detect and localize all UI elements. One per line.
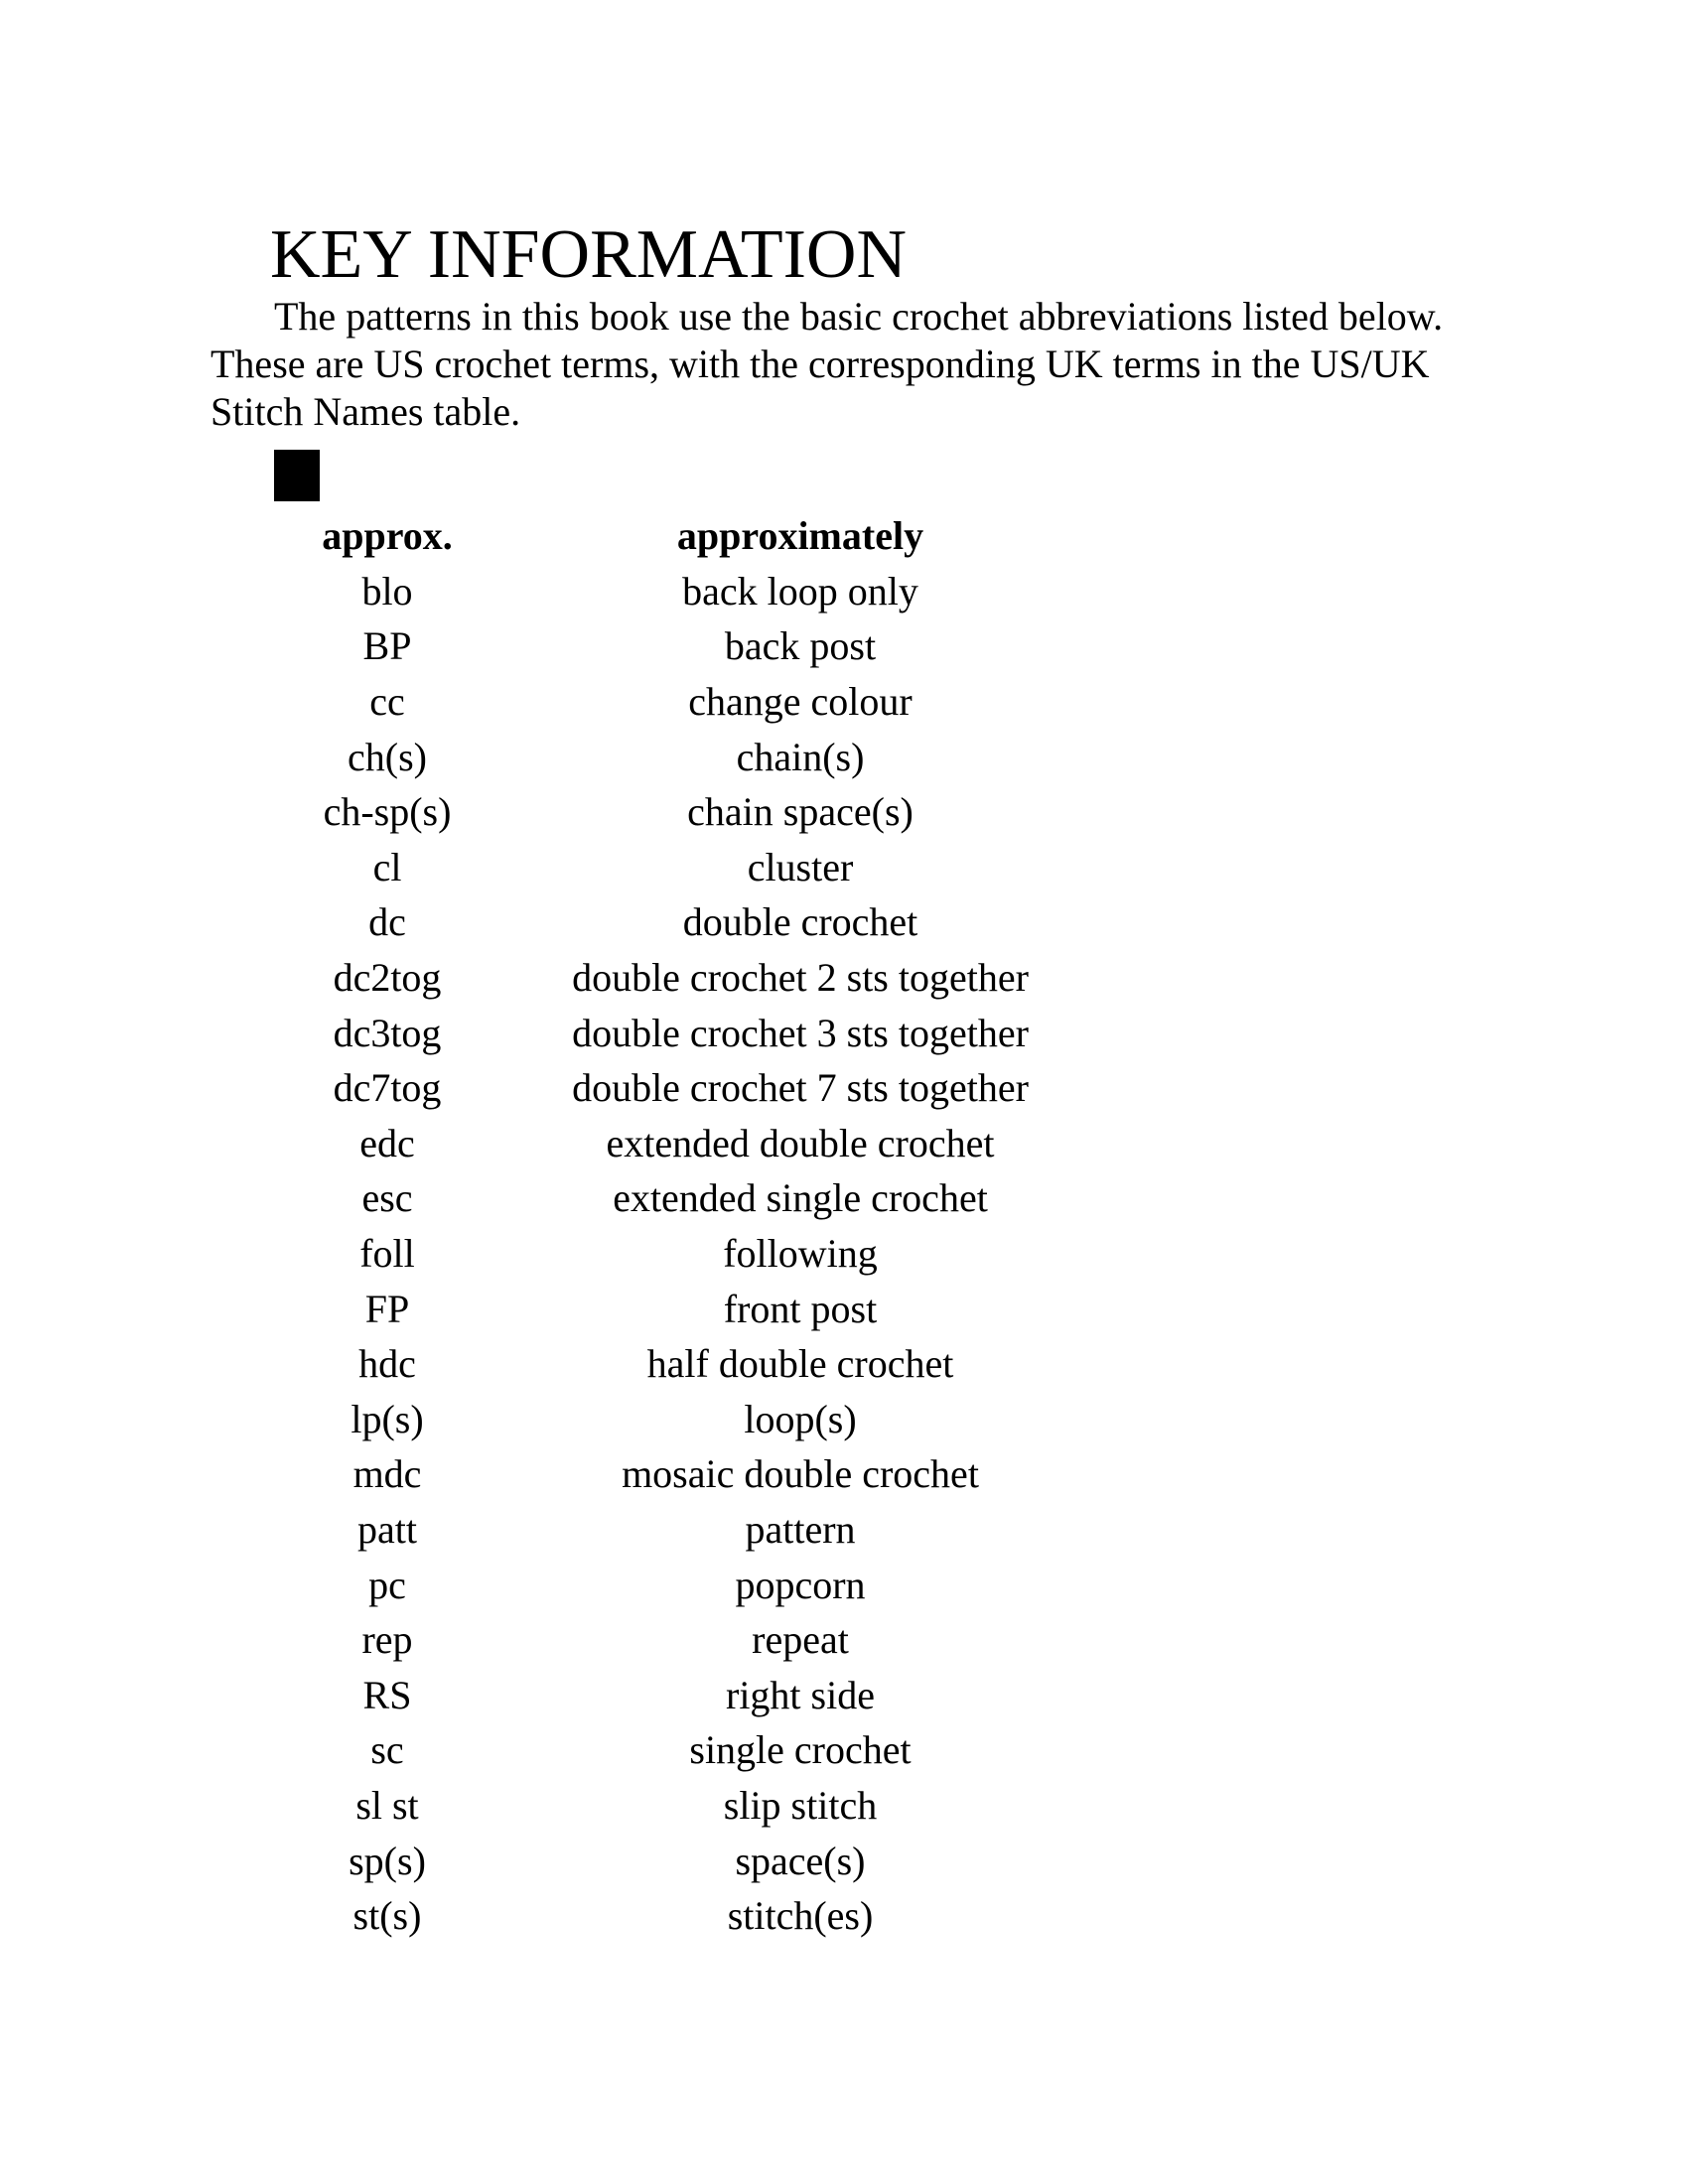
term-cell: change colour [688, 679, 913, 725]
term-cell: loop(s) [744, 1396, 857, 1441]
abbreviation-cell: lp(s) [351, 1396, 424, 1441]
abbreviation-cell: dc7tog [333, 1065, 442, 1111]
table-row [270, 1005, 1096, 1060]
abbreviation-cell: cc [369, 679, 405, 725]
table-row [270, 729, 1096, 784]
table-row [270, 894, 1096, 950]
term-cell: back post [724, 623, 877, 669]
abbreviation-cell: dc [368, 899, 406, 945]
abbreviations-table [270, 508, 1096, 1943]
table-row [270, 950, 1096, 1006]
table-row [270, 1060, 1096, 1116]
term-cell: repeat [752, 1617, 849, 1663]
abbreviation-cell: dc3tog [333, 1010, 442, 1055]
term-cell: extended double crochet [606, 1120, 995, 1165]
term-cell: double crochet 3 sts together [572, 1010, 1029, 1055]
abbreviation-cell: sp(s) [349, 1838, 426, 1883]
table-row [270, 1667, 1096, 1722]
intro-paragraph: The patterns in this book use the basic crochet abbreviations listed below. These are US crochet terms, with the corresponding UK terms in the US/UK Stitch Names table. [211, 294, 1444, 434]
table-row [270, 1612, 1096, 1668]
table-row [270, 1226, 1096, 1282]
term-cell: single crochet [689, 1727, 912, 1773]
term-cell: chain(s) [736, 734, 865, 779]
black-square-marker [274, 450, 320, 501]
header-abbr: approx. [322, 513, 453, 559]
term-cell: following [723, 1231, 878, 1277]
abbreviation-cell: pc [368, 1562, 406, 1607]
term-cell: stitch(es) [727, 1893, 874, 1939]
term-cell: front post [723, 1286, 878, 1331]
term-cell: half double crochet [646, 1341, 954, 1387]
abbreviation-cell: RS [362, 1672, 412, 1717]
abbreviation-cell: dc2tog [333, 955, 442, 1001]
term-cell: double crochet 7 sts together [572, 1065, 1029, 1111]
abbreviation-cell: rep [361, 1617, 413, 1663]
term-cell: right side [726, 1672, 875, 1717]
table-row [270, 1722, 1096, 1778]
term-cell: back loop only [682, 568, 918, 614]
abbreviation-cell: hdc [358, 1341, 416, 1387]
abbreviation-cell: sc [370, 1727, 404, 1773]
table-row [270, 1392, 1096, 1447]
abbreviations-body [270, 564, 1096, 1944]
abbreviation-cell: cl [372, 844, 402, 889]
header-term: approximately [676, 513, 924, 559]
table-row [270, 1281, 1096, 1336]
table-row [270, 1778, 1096, 1834]
abbreviation-cell: foll [359, 1231, 415, 1277]
abbreviation-cell: mdc [352, 1451, 422, 1497]
term-cell: mosaic double crochet [622, 1451, 979, 1497]
abbreviation-cell: esc [361, 1175, 413, 1221]
term-cell: space(s) [735, 1838, 866, 1883]
table-row [270, 784, 1096, 840]
table-row [270, 1446, 1096, 1502]
abbreviation-cell: blo [361, 568, 413, 614]
table-row [270, 674, 1096, 730]
term-cell: extended single crochet [613, 1175, 988, 1221]
table-row [270, 1557, 1096, 1612]
term-cell: pattern [745, 1506, 856, 1552]
abbreviation-cell: BP [362, 623, 412, 669]
term-cell: double crochet 2 sts together [572, 955, 1029, 1001]
table-row [270, 840, 1096, 895]
abbreviation-cell: st(s) [352, 1893, 422, 1939]
table-row [270, 1888, 1096, 1944]
table-row [270, 1502, 1096, 1558]
term-cell: cluster [747, 844, 854, 889]
table-row [270, 564, 1096, 619]
term-cell: chain space(s) [687, 789, 914, 835]
abbreviation-cell: edc [359, 1120, 415, 1165]
table-row [270, 1116, 1096, 1171]
term-cell: double crochet [682, 899, 918, 945]
abbreviation-cell: ch-sp(s) [323, 789, 452, 835]
table-row [270, 1833, 1096, 1888]
table-row [270, 1170, 1096, 1226]
abbreviation-cell: patt [357, 1506, 417, 1552]
term-cell: slip stitch [723, 1782, 878, 1828]
table-row [270, 618, 1096, 674]
table-row [270, 1336, 1096, 1392]
abbreviation-cell: sl st [355, 1782, 419, 1828]
term-cell: popcorn [735, 1562, 866, 1607]
abbreviation-cell: ch(s) [348, 734, 427, 779]
page-title: KEY INFORMATION [270, 216, 908, 293]
table-header-row [270, 508, 1096, 564]
abbreviation-cell: FP [364, 1286, 410, 1331]
